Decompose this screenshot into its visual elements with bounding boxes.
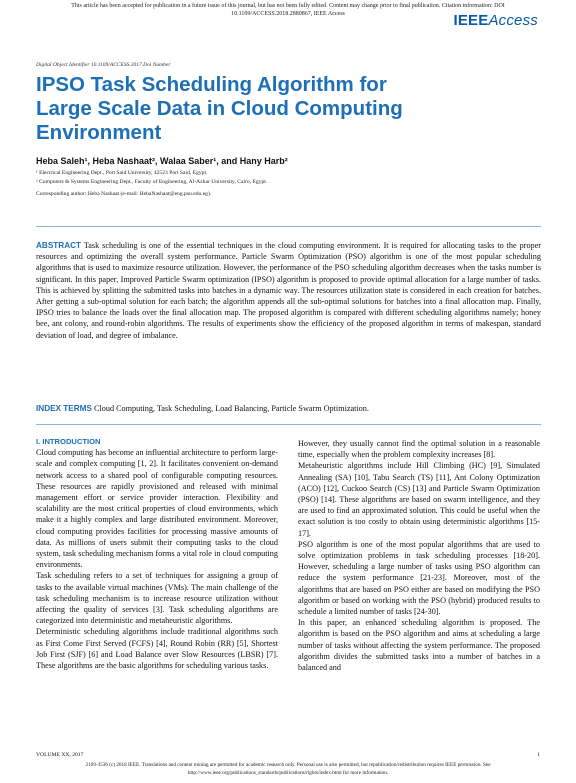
doi-line: Digital Object Identifier 10.1109/ACCESS.2017.Doi Number: [36, 62, 171, 68]
corresponding-author: Corresponding author: Heba Nashaat (e-mail: HebaNashaat@eng.psu.edu.eg).: [36, 191, 212, 197]
paragraph: However, they usually cannot find the optimal solution in a reasonable time, especially when the problem complexity increases [8].: [298, 439, 540, 460]
divider: [36, 226, 541, 227]
index-terms-text: Cloud Computing, Task Scheduling, Load Balancing, Particle Swarm Optimization.: [94, 404, 369, 413]
affiliation-2: ² Computers & Systems Engineering Dept., Faculty of Engineering, Al-Azhar University, Cairo, Egypt.: [36, 179, 268, 185]
right-column: [298, 438, 540, 673]
affiliation-1: ¹ Electrical Engineering Dept., Port Said University, 42523 Port Said, Egypt.: [36, 170, 208, 176]
header-line-1: This article has been accepted for publication in a future issue of this journal, but has not been fully edited. Content may change prior to final publication. Citation information: DOI: [71, 3, 505, 9]
header-line-2: 10.1109/ACCESS.2018.2880867, IEEE Access: [231, 11, 345, 17]
index-terms: [36, 403, 541, 414]
section-heading: I. INTRODUCTION: [36, 437, 101, 446]
divider: [36, 424, 541, 425]
abstract-text: Task scheduling is one of the essential techniques in the cloud computing environment. It is required for allocating tasks to the proper resources and optimizing the overall system performance. Particle Swarm Optimization (PSO) algorithm is one of the most popular scheduling algorithms that is used to maximize resource utilization. However, the performance of the PSO scheduling algorithm decreases when the tasks number is significant. In this paper, Improved Particle Swarm optimization (IPSO) algorithm is proposed to provide optimal allocation for a large number of tasks. This is achieved by splitting the submitted tasks into batches in a dynamic way. The resources utilization state is considered in each creation for batches. After getting a sub-optimal solution for each batch; the algorithm appends all the sub-optimal solutions for batches into a final allocation map. Finally, IPSO tries to balance the loads over the final allocation map. The proposed algorithm is compared with different scheduling algorithms namely; honey bee, ant colony, and round-robin algorithms. The results of experiments show the efficiency of the proposed algorithm in terms of makespan, standard deviation of load, and degree of imbalance.: [36, 241, 541, 340]
paragraph: In this paper, an enhanced scheduling algorithm is proposed. The algorithm is based on the PSO algorithm and aims at scheduling a large number of tasks without affecting the system performance. The proposed algorithm divides the submitted tasks into a number of batches in a balanced and: [298, 618, 540, 673]
paragraph: Metaheuristic algorithms include Hill Climbing (HC) [9], Simulated Annealing (SA) [10], Tabu Search (TS) [11], Ant Colony Optimization (ACO) [12], Cuckoo Search (CS) [13] and Particle Swarm Optimization (PSO) [14]. These algorithms are based on swarm intelligence, and they are used to find an approximated solution. This could be useful when the exact solution is too costly to obtain using deterministic algorithms [15-17].: [298, 461, 540, 538]
logo-access: Access: [488, 12, 538, 29]
ieee-access-logo: [453, 12, 538, 29]
paragraph: Deterministic scheduling algorithms include traditional algorithms such as First Come First Served (FCFS) [4], Round Robin (RR) [5], Shortest Job First (SJF) [6] and Load Balance over Slow Resources (LBSR) [7]. These algorithms are the basic algorithms for scheduling various tasks.: [36, 627, 278, 671]
paragraph: Task scheduling refers to a set of techniques for assigning a group of tasks to the available virtual machines (VMs). The main challenge of the task scheduling mechanism is to increase resource utilization without affecting the quality of services [3]. Task scheduling algorithms are categorized into deterministic and metaheuristic algorithms.: [36, 571, 278, 626]
logo-ieee: IEEE: [453, 12, 489, 29]
paragraph: Cloud computing has become an influential architecture to perform large-scale and complex computing [1, 2]. It facilitates convenient on-demand network access to a shared pool of configurable computing resources. These resources are rapidly provisioned and released with minimal management effort or service provider interaction. Flexibility and scalability are the most critical properties of cloud environments, which make it a highly complex and large distributed environment. Moreover, cloud computing provides facilities for processing massive amounts of data. As millions of users submit their computing tasks to the cloud system, task scheduling mechanism forms a vital role in cloud computing environments.: [36, 448, 278, 570]
license-line-2: http://www.ieee.org/publications_standards/publications/rights/index.html for more information.: [187, 769, 389, 776]
volume-label: VOLUME XX, 2017: [36, 752, 84, 758]
index-terms-label: INDEX TERMS: [36, 404, 92, 413]
paper-title: IPSO Task Scheduling Algorithm for Large Scale Data in Cloud Computing Environment: [36, 73, 403, 144]
left-column: [36, 436, 278, 671]
paragraph: PSO algorithm is one of the most popular algorithms that are used to solve optimization problems in task scheduling processes [18-20]. However, scheduling a large number of tasks using PSO algorithm can reduce the system performance [21-23]. Moreover, most of the algorithms that are based on PSO either are based on modifying the PSO algorithm or based on working with the PSO (hybrid) produced results to schedule a limited number of tasks [24-30].: [298, 539, 540, 617]
license-line-1: 2169-3536 (c) 2018 IEEE. Translations and content mining are permitted for academic research only. Personal use is also permitted, but republication/redistribution requires IEEE permission. See: [85, 762, 491, 768]
page-number: 1: [537, 752, 540, 758]
abstract-label: ABSTRACT: [36, 241, 82, 250]
authors: Heba Saleh¹, Heba Nashaat², Walaa Saber¹, and Hany Harb²: [36, 156, 288, 166]
abstract: [36, 240, 541, 341]
license-footer: [0, 762, 576, 777]
